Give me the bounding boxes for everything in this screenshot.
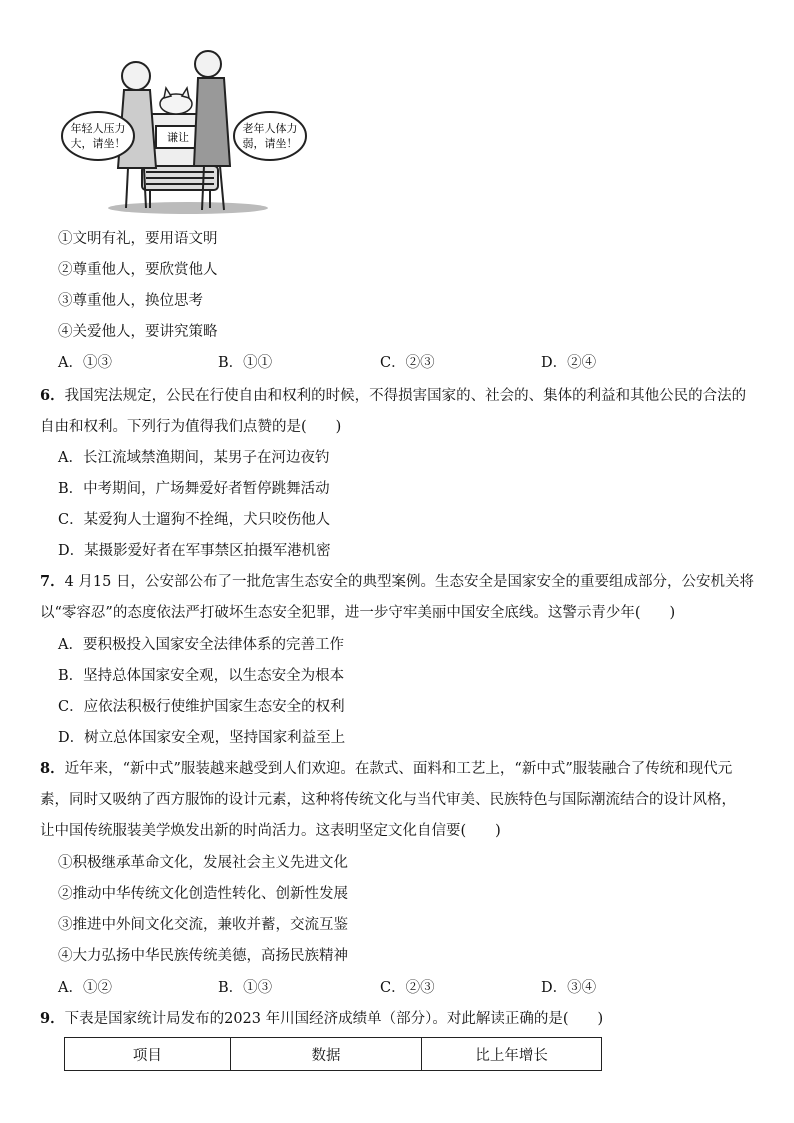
q5-statement-1: ①文明有礼，要用语文明	[58, 231, 218, 247]
q5-statement-2: ②尊重他人，要欣赏他人	[58, 262, 218, 278]
q8-number: 8．	[40, 760, 65, 777]
q5-choice-d[interactable]: D．②④	[541, 355, 597, 371]
q8-stem-line3: 让中国传统服装美学焕发出新的时尚活力。这表明坚定文化自信要( )	[40, 823, 501, 839]
q7-stem-line2: 以“零容忍”的态度依法严打破坏生态安全犯罪，进一步守牢美丽中国安全底线。这警示青少年( )	[40, 605, 676, 621]
q5-choice-a[interactable]: A．①③	[58, 355, 112, 371]
q8-choice-d[interactable]: D．③④	[541, 980, 597, 996]
q8-statement-3: ③推进中外间文化交流，兼收并蓄，交流互鉴	[58, 917, 348, 933]
left-speech-bubble	[62, 112, 134, 160]
q8-statement-2: ②推动中华传统文化创造性转化、创新性发展	[58, 886, 348, 902]
right-speech-bubble	[234, 112, 306, 160]
q5-choice-b[interactable]: B．①①	[218, 355, 273, 371]
q8-stem-line1	[40, 759, 732, 779]
q5-statement-3: ③尊重他人，换位思考	[58, 293, 203, 309]
right-bubble-line2: 弱，请坐！	[242, 137, 298, 150]
q8-choice-c[interactable]: C．②③	[380, 980, 435, 996]
q8-statement-4: ④大力弘扬中华民族传统美德，高扬民族精神	[58, 948, 348, 964]
q8-statement-1: ①积极继承革命文化，发展社会主义先进文化	[58, 855, 348, 871]
economy-stats-table	[64, 1037, 602, 1071]
q9-number: 9．	[40, 1010, 65, 1027]
q7-option-c[interactable]: C．应依法积极行使维护国家生态安全的权利	[58, 699, 345, 715]
table-header-item: 项目	[65, 1038, 231, 1071]
right-bubble-line1: 老年人体力	[242, 122, 298, 135]
q7-number: 7．	[40, 573, 65, 590]
q9-stem-text: 下表是国家统计局发布的2023 年川国经济成绩单（部分）。对此解读正确的是( )	[64, 1011, 604, 1027]
left-bubble-line1: 年轻人压力	[70, 122, 126, 135]
q6-option-c[interactable]: C．某爱狗人士遛狗不拴绳，犬只咬伤他人	[58, 512, 331, 528]
table-header-data: 数据	[230, 1038, 422, 1071]
q8-choice-a[interactable]: A．①②	[58, 980, 112, 996]
table-header-growth: 比上年增长	[422, 1038, 602, 1071]
q5-choice-c[interactable]: C．②③	[380, 355, 435, 371]
ground-shadow	[108, 202, 268, 214]
q8-stem-text1: 近年来，“新中式”服装越来越受到人们欢迎。在款式、面料和工艺上，“新中式”服装融合了传统和现代元	[64, 761, 733, 777]
q6-option-a[interactable]: A．长江流域禁渔期间，某男子在河边夜钓	[58, 450, 330, 466]
q9-stem-line	[40, 1009, 603, 1029]
q5-statement-4: ④关爱他人，要讲究策略	[58, 324, 218, 340]
left-bubble-line2: 大，请坐！	[70, 137, 126, 150]
q8-stem-line2: 素，同时又吸纳了西方服饰的设计元素，这种将传统文化与当代审美、民族特色与国际潮流结合的设计风格，	[40, 792, 736, 808]
q6-option-d[interactable]: D．某摄影爱好者在军事禁区拍摄军港机密	[58, 543, 331, 559]
q8-choice-b[interactable]: B．①③	[218, 980, 273, 996]
q7-option-a[interactable]: A．要积极投入国家安全法律体系的完善工作	[58, 637, 344, 653]
q7-stem-text1: 4 月15 日，公安部公布了一批危害生态安全的典型案例。生态安全是国家安全的重要组成部分，公安机关将	[64, 574, 754, 590]
cat-shape	[160, 88, 192, 114]
q7-stem-line1	[40, 572, 754, 592]
q6-stem-text1: 我国宪法规定，公民在行使自由和权利的时候，不得损害国家的、社会的、集体的利益和其他公民的合法的	[64, 388, 747, 404]
table-header-row	[65, 1038, 602, 1071]
q7-option-b[interactable]: B．坚持总体国家安全观，以生态安全为根本	[58, 668, 345, 684]
q6-option-b[interactable]: B．中考期间，广场舞爱好者暂停跳舞活动	[58, 481, 330, 497]
q6-stem-line1	[40, 386, 746, 406]
q6-stem-line2: 自由和权利。下列行为值得我们点赞的是( )	[40, 419, 342, 435]
seat-sign-text: 谦让	[167, 131, 189, 144]
q7-option-d[interactable]: D．树立总体国家安全观，坚持国家利益至上	[58, 730, 346, 746]
cartoon-illustration	[58, 48, 308, 216]
q6-number: 6．	[40, 387, 65, 404]
